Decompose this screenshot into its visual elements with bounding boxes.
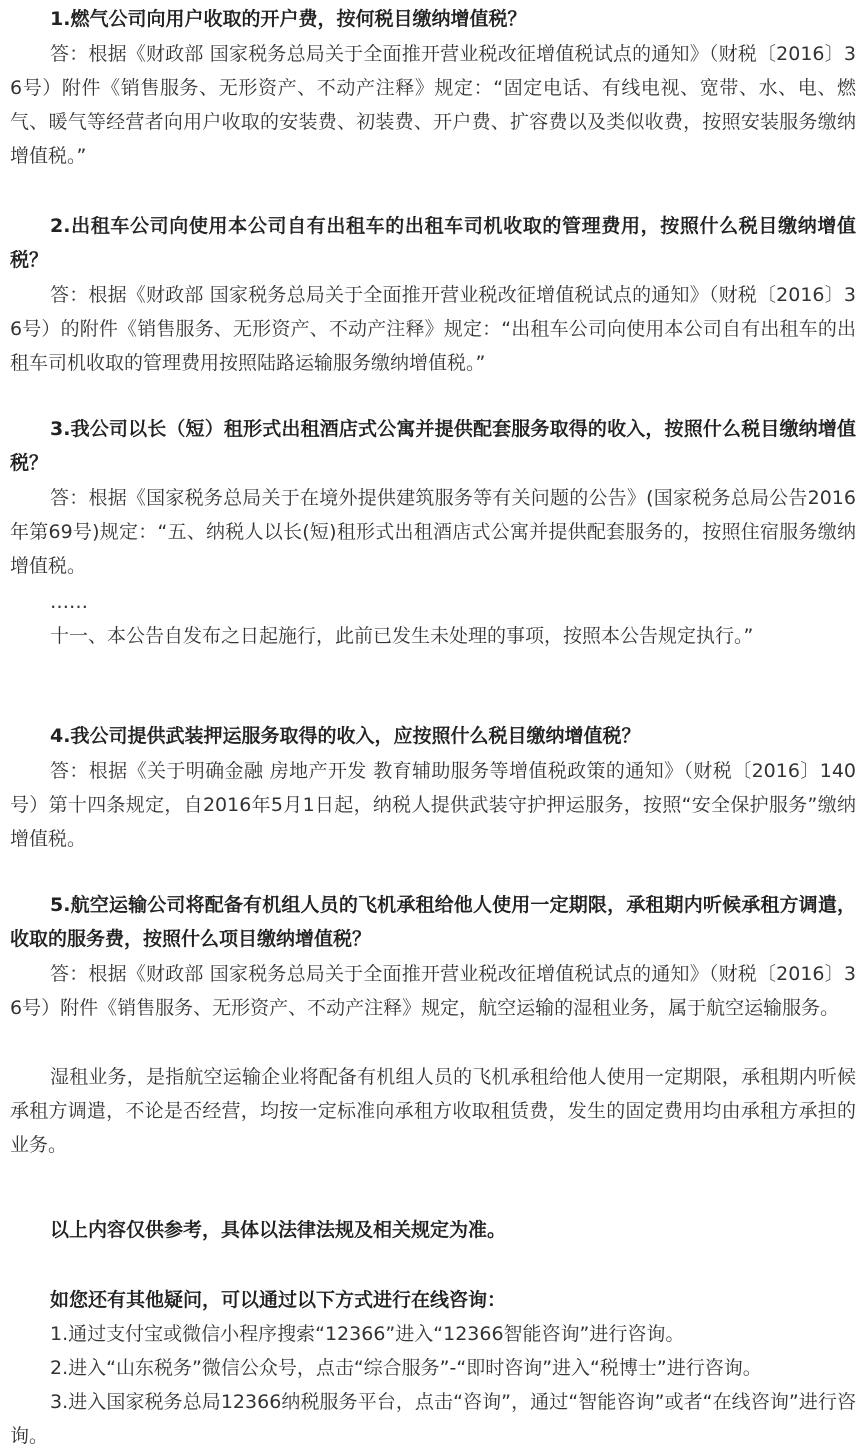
question-1: 1.燃气公司向用户收取的开户费，按何税目缴纳增值税？: [50, 8, 527, 30]
ellipsis: ……: [50, 591, 88, 613]
contact-item-1: 1.通过支付宝或微信小程序搜索“12366”进入“12366智能咨询”进行咨询。: [50, 1323, 685, 1345]
answer-2: 答：根据《财政部 国家税务总局关于全面推开营业税改征增值税试点的通知》（财税〔2016〕36号）的附件《销售服务、无形资产、不动产注释》规定：“出租车公司向使用本公司自有出租车的出租车司机收取的管理费用按照陆路运输服务缴纳增值税。”: [10, 284, 856, 374]
question-2: 2.出租车公司向使用本公司自有出租车的出租车司机收取的管理费用，按照什么税目缴纳增值税？: [10, 215, 856, 271]
contact-item-3: 3.进入国家税务总局12366纳税服务平台，点击“咨询”，通过“智能咨询”或者“在线咨询”进行咨询。: [10, 1391, 856, 1447]
question-3: 3.我公司以长（短）租形式出租酒店式公寓并提供配套服务取得的收入，按照什么税目缴纳增值税？: [10, 418, 856, 474]
contact-heading: 如您还有其他疑问，可以通过以下方式进行在线咨询：: [50, 1289, 507, 1311]
answer-3-continued: 十一、本公告自发布之日起施行，此前已发生未处理的事项，按照本公告规定执行。”: [50, 625, 754, 647]
answer-1: 答：根据《财政部 国家税务总局关于全面推开营业税改征增值税试点的通知》（财税〔2016〕36号）附件《销售服务、无形资产、不动产注释》规定：“固定电话、有线电视、宽带、水、电、燃气、暖气等经营者向用户收取的安装费、初装费、开户费、扩容费以及类似收费，按照安装服务缴纳增值税。”: [10, 43, 856, 167]
answer-5-continued: 湿租业务，是指航空运输企业将配备有机组人员的飞机承租给他人使用一定期限，承租期内听候承租方调遣，不论是否经营，均按一定标准向承租方收取租赁费，发生的固定费用均由承租方承担的业务。: [10, 1066, 856, 1156]
answer-5: 答：根据《财政部 国家税务总局关于全面推开营业税改征增值税试点的通知》（财税〔2016〕36号）附件《销售服务、无形资产、不动产注释》规定，航空运输的湿租业务，属于航空运输服务。: [10, 963, 856, 1019]
disclaimer: 以上内容仅供参考，具体以法律法规及相关规定为准。: [50, 1219, 507, 1241]
question-4: 4.我公司提供武装押运服务取得的收入，应按照什么税目缴纳增值税？: [50, 725, 641, 747]
contact-item-2: 2.进入“山东税务”微信公众号，点击“综合服务”-“即时咨询”进入“税博士”进行咨询。: [50, 1357, 762, 1379]
answer-3: 答：根据《国家税务总局关于在境外提供建筑服务等有关问题的公告》(国家税务总局公告2016年第69号)规定：“五、纳税人以长(短)租形式出租酒店式公寓并提供配套服务的，按照住宿服务缴纳增值税。: [10, 487, 856, 577]
question-5: 5.航空运输公司将配备有机组人员的飞机承租给他人使用一定期限，承租期内听候承租方调遣，收取的服务费，按照什么项目缴纳增值税？: [10, 894, 856, 950]
answer-4: 答：根据《关于明确金融 房地产开发 教育辅助服务等增值税政策的通知》（财税〔2016〕140号）第十四条规定，自2016年5月1日起，纳税人提供武装守护押运服务，按照“安全保护服务”缴纳增值税。: [10, 760, 856, 850]
